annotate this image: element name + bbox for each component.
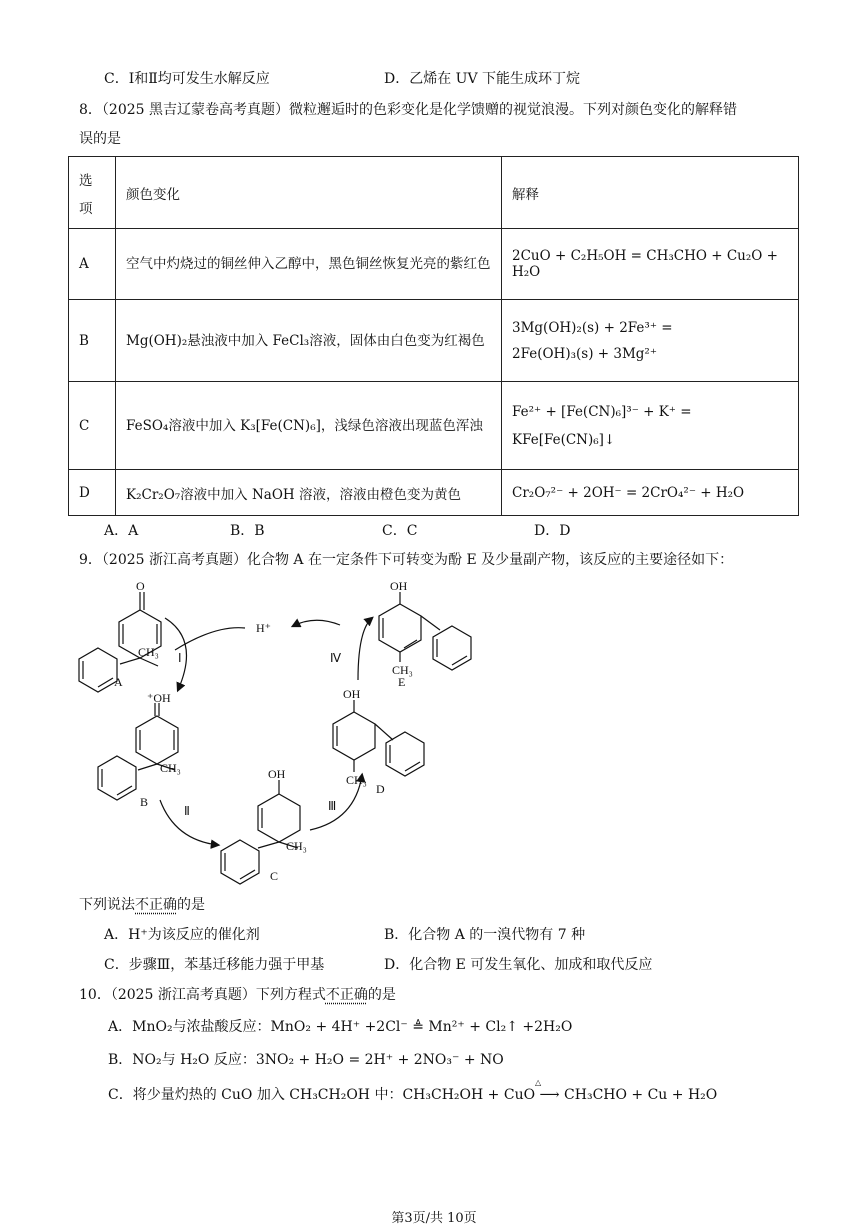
compound-b-structure xyxy=(98,703,178,800)
q8-answer-c: C．C xyxy=(382,523,418,539)
page-footer: 第3页/共 10页 xyxy=(391,1211,477,1226)
q8-stem-line2: 误的是 xyxy=(79,131,121,147)
q10-option-a: A．MnO₂与浓盐酸反应：MnO₂ + 4H⁺ +2Cl⁻ ≜ Mn²⁺ + Cl₂↑ +2H₂O xyxy=(108,1019,573,1035)
q10-stem-emphasis: 不正确 xyxy=(325,987,368,1003)
q8-answer-d: D．D xyxy=(534,523,571,539)
change-cell: K₂Cr₂O₇溶液中加入 NaOH 溶液，溶液由橙色变为黄色 xyxy=(116,470,502,516)
explanation-line1: Fe²⁺ + [Fe(CN)₆]³⁻ + K⁺ = xyxy=(512,403,692,420)
step-3-label: Ⅲ xyxy=(328,799,337,813)
step-1-label: Ⅰ xyxy=(178,651,182,665)
q10-option-c: C．将少量灼热的 CuO 加入 CH₃CH₂OH 中：CH₃CH₂OH + CuO ⟶ CH₃CHO + Cu + H₂O xyxy=(108,1087,718,1103)
b-protonated-oh-label: ⁺OH xyxy=(147,691,171,705)
compound-d-label: D xyxy=(376,782,385,796)
q9-option-d: D．化合物 E 可发生氧化、加成和取代反应 xyxy=(384,957,653,973)
a-methyl-label: CH₃ xyxy=(138,645,159,659)
q9-stem: 9．（2025 浙江高考真题）化合物 A 在一定条件下可转变为酚 E 及少量副产物，该反应的主要途径如下： xyxy=(79,552,734,568)
q9-prompt-emphasis: 不正确 xyxy=(135,897,177,913)
q10-heat-condition: △ xyxy=(535,1078,542,1087)
explanation-line1: 3Mg(OH)₂(s) + 2Fe³⁺ = xyxy=(512,319,673,336)
catalyst-label: H⁺ xyxy=(256,621,271,635)
change-cell: 空气中灼烧过的铜丝伸入乙醇中，黑色铜丝恢复光亮的紫红色 xyxy=(116,229,502,300)
compound-a-label: A xyxy=(114,675,123,689)
step-4-arrow xyxy=(358,618,372,680)
a-oxygen-label: O xyxy=(136,579,145,593)
e-oh-label: OH xyxy=(390,579,408,593)
step-1-arrow xyxy=(165,618,186,690)
d-oh-label: OH xyxy=(343,687,361,701)
q9-option-b: B．化合物 A 的一溴代物有 7 种 xyxy=(384,927,586,943)
q10-stem-post: 的是 xyxy=(367,987,396,1003)
step-2-label: Ⅱ xyxy=(184,804,190,818)
q10-stem-pre: 10．（2025 浙江高考真题）下列方程式 xyxy=(79,987,326,1003)
header-explanation-cell: 解释 xyxy=(502,157,799,229)
q10-option-b: B．NO₂与 H₂O 反应：3NO₂ + H₂O = 2H⁺ + 2NO₃⁻ + NO xyxy=(108,1052,504,1068)
q9-prompt-post: 的是 xyxy=(177,897,205,913)
c-methyl-label: CH₃ xyxy=(286,839,307,853)
q9-option-c: C．步骤Ⅲ，苯基迁移能力强于甲基 xyxy=(104,957,325,973)
compound-d-structure xyxy=(333,700,424,776)
header-option-line1: 选 xyxy=(79,172,93,189)
explanation-cell: 2CuO + C₂H₅OH = CH₃CHO + Cu₂O + H₂O xyxy=(502,229,799,300)
compound-c-structure xyxy=(221,780,300,884)
header-change-cell: 颜色变化 xyxy=(116,157,502,229)
q7-option-d: D．乙烯在 UV 下能生成环丁烷 xyxy=(384,71,581,87)
option-cell: A xyxy=(69,229,116,300)
option-cell: C xyxy=(69,382,116,470)
q7-option-c: C．Ⅰ和Ⅱ均可发生水解反应 xyxy=(104,71,270,87)
q8-answer-b: B．B xyxy=(230,523,265,539)
compound-c-label: C xyxy=(270,869,279,883)
compound-e-structure xyxy=(379,592,471,670)
header-option-line2: 项 xyxy=(79,200,93,217)
q9-prompt-pre: 下列说法 xyxy=(79,897,135,913)
step-4-label: Ⅳ xyxy=(330,651,342,665)
option-cell: B xyxy=(69,300,116,382)
b-methyl-label: CH₃ xyxy=(160,761,181,775)
option-cell: D xyxy=(69,470,116,516)
q9-prompt xyxy=(79,894,205,914)
change-cell: FeSO₄溶液中加入 K₃[Fe(CN)₆]，浅绿色溶液出现蓝色浑浊 xyxy=(116,382,502,470)
q10-stem xyxy=(79,984,396,1004)
q8-stem-line1: 8．（2025 黑吉辽蒙卷高考真题）微粒邂逅时的色彩变化是化学馈赠的视觉浪漫。下列对颜色变化的解释错 xyxy=(79,102,737,118)
compound-b-label: B xyxy=(140,795,149,809)
e-methyl-label: CH₃ xyxy=(392,663,413,677)
d-methyl-label: CH₃ xyxy=(346,773,367,787)
compound-e-label: E xyxy=(398,675,406,689)
c-oh-label: OH xyxy=(268,767,286,781)
explanation-cell: Cr₂O₇²⁻ + 2OH⁻ = 2CrO₄²⁻ + H₂O xyxy=(502,470,799,516)
q8-answer-a: A．A xyxy=(104,523,139,539)
catalyst-in-arc xyxy=(293,620,340,626)
q9-option-a: A．H⁺为该反应的催化剂 xyxy=(104,927,260,943)
explanation-line2: KFe[Fe(CN)₆]↓ xyxy=(512,431,616,448)
explanation-line2: 2Fe(OH)₃(s) + 3Mg²⁺ xyxy=(512,345,657,362)
change-cell: Mg(OH)₂悬浊液中加入 FeCl₃溶液，固体由白色变为红褐色 xyxy=(116,300,502,382)
